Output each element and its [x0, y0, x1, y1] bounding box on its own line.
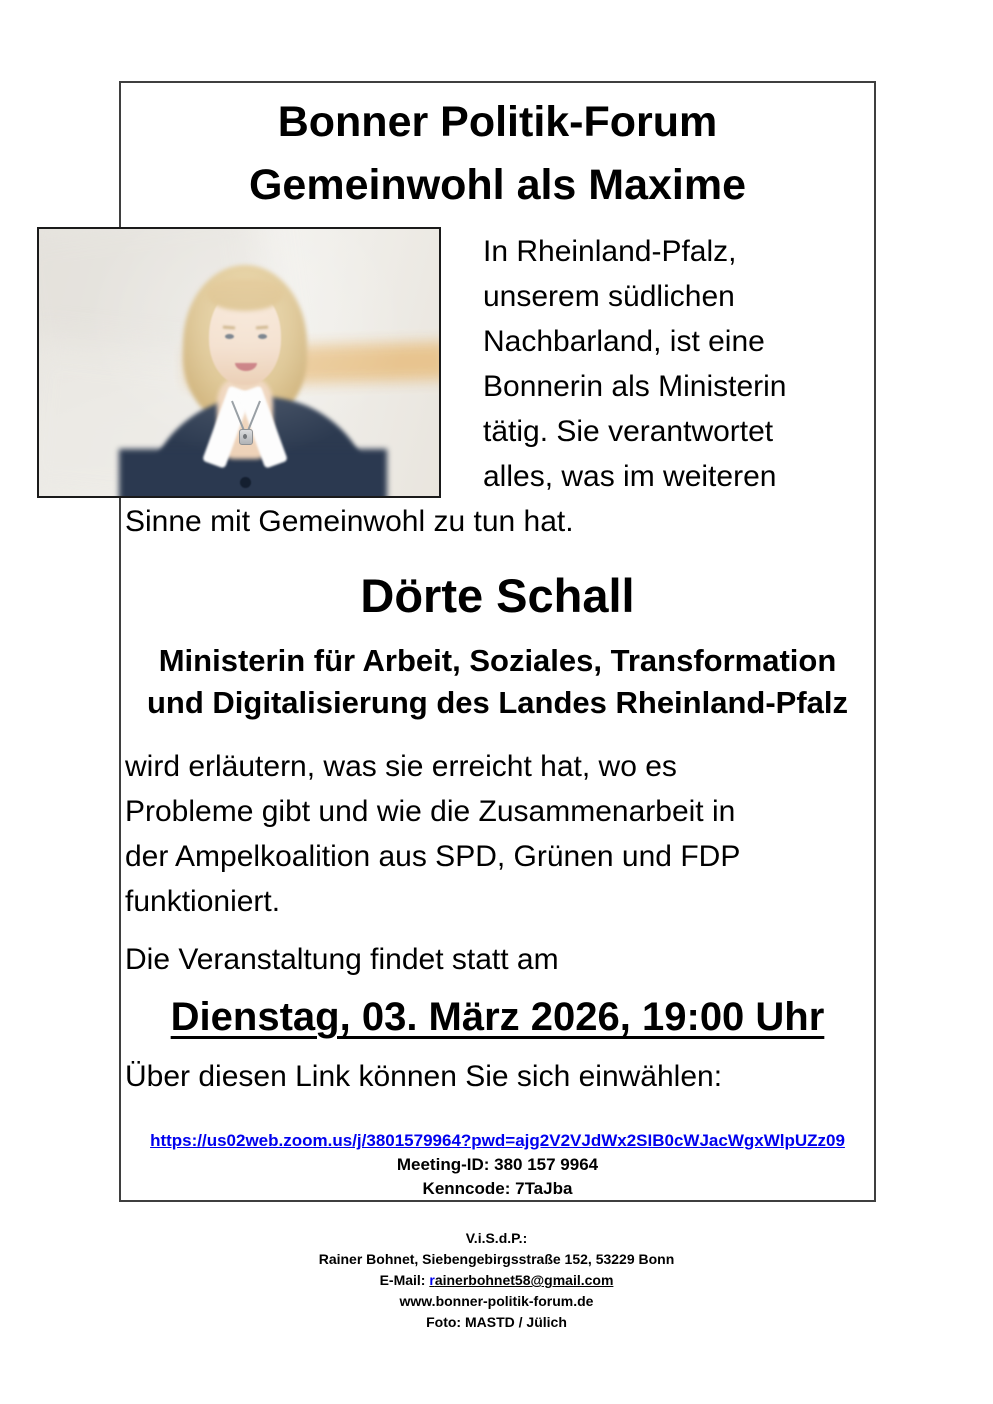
imprint-email-line — [0, 1270, 993, 1291]
email-label: E-Mail: — [379, 1272, 426, 1288]
passcode-line: Kenncode: 7TaJba — [422, 1179, 573, 1198]
event-lead: Die Veranstaltung findet statt am — [125, 943, 559, 976]
flyer-subtitle: Gemeinwohl als Maxime — [248, 161, 747, 209]
photo-light-overlay — [39, 229, 439, 496]
intro-paragraph — [125, 229, 870, 544]
imprint-address: Rainer Bohnet, Siebengebirgsstraße 152, 53229 Bonn — [318, 1251, 675, 1267]
zoom-link-line — [125, 1129, 870, 1153]
forum-title: Bonner Politik-Forum — [277, 98, 718, 146]
event-datetime: Dienstag, 03. März 2026, 19:00 Uhr — [170, 995, 825, 1039]
imprint-footer — [0, 1228, 993, 1333]
speaker-role — [125, 640, 870, 724]
speaker-portrait-photo — [37, 227, 441, 498]
imprint-website: www.bonner-politik-forum.de — [399, 1293, 594, 1309]
dialin-block — [125, 1129, 870, 1201]
zoom-meeting-link[interactable]: https://us02web.zoom.us/j/3801579964?pwd=ajg2V2VJdWx2SIB0cWJacWgxWlpUZz09 — [150, 1131, 845, 1150]
speaker-role-line1: Ministerin für Arbeit, Soziales, Transformation — [158, 643, 837, 678]
speaker-name: Dörte Schall — [360, 569, 635, 622]
dialin-lead: Über diesen Link können Sie sich einwählen: — [125, 1060, 723, 1093]
email-link[interactable]: rainerbohnet58@gmail.com — [429, 1272, 614, 1288]
meeting-id-line: Meeting-ID: 380 157 9964 — [396, 1155, 599, 1174]
flyer-border-frame — [119, 81, 876, 1202]
speaker-role-line2: und Digitalisierung des Landes Rheinland-Pfalz — [146, 685, 849, 720]
intro-text: In Rheinland-Pfalz, unserem südlichen Nachbarland, ist eine Bonnerin als Ministerin tätig. Sie verantwortet alles, was im weiteren Sinne mit Gemeinwohl zu tun hat. — [125, 235, 787, 538]
description-paragraph: wird erläutern, was sie erreicht hat, wo es Probleme gibt und wie die Zusammenarbeit in der Ampelkoalition aus SPD, Grünen und FDP funktioniert. — [125, 750, 740, 918]
photo-credit: Foto: MASTD / Jülich — [426, 1314, 567, 1330]
visdp-label: V.i.S.d.P.: — [465, 1230, 528, 1246]
